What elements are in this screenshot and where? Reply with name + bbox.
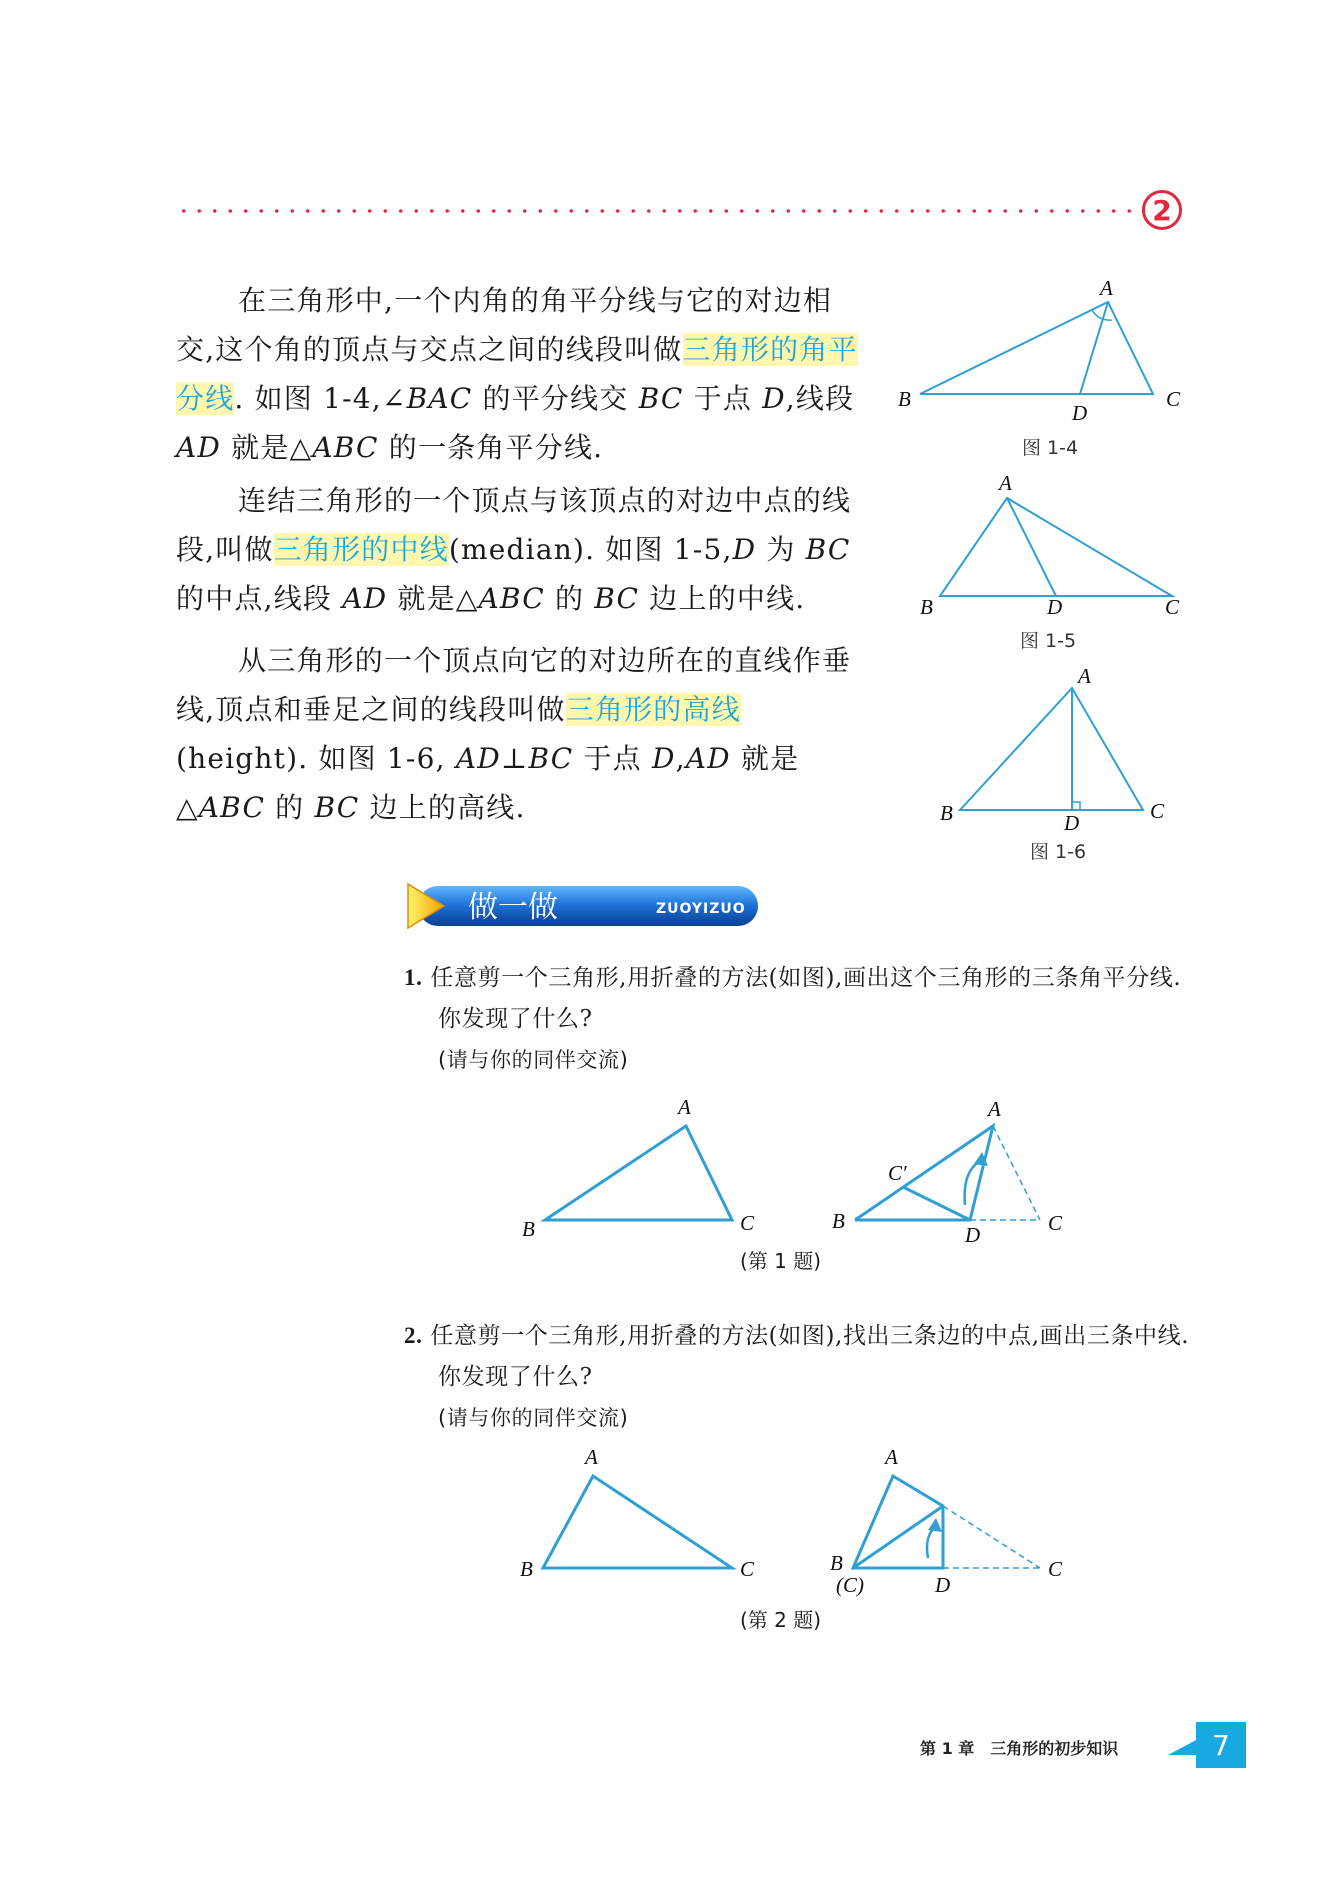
label-a: A bbox=[1100, 276, 1113, 300]
svg-text:D: D bbox=[935, 1573, 951, 1597]
term-median: 三角形的中线 bbox=[273, 533, 449, 566]
banner-subtitle: ZUOYIZUO bbox=[656, 901, 746, 917]
label-b: B bbox=[920, 595, 933, 619]
svg-text:A: A bbox=[678, 1095, 691, 1119]
label-b: B bbox=[940, 801, 953, 825]
svg-text:(C): (C) bbox=[836, 1573, 864, 1597]
section-dotted-rule bbox=[176, 209, 1136, 213]
label-c: C bbox=[1150, 799, 1165, 823]
paragraph-median: 连结三角形的一个顶点与该顶点的对边中点的线段,叫做三角形的中线(median). 如图 1-5,D 为 BC 的中点,线段 AD 就是△ABC 的 BC 边上的中线. bbox=[176, 484, 852, 615]
label-a: A bbox=[999, 476, 1012, 495]
task-2-note: (请与你的同伴交流) bbox=[438, 1406, 629, 1430]
svg-text:B: B bbox=[520, 1557, 533, 1581]
label-d: D bbox=[1064, 811, 1080, 835]
task-1 bbox=[404, 957, 1204, 1081]
svg-text:A: A bbox=[988, 1097, 1001, 1121]
page-number: 7 bbox=[1196, 1722, 1246, 1768]
svg-text:C: C bbox=[1048, 1211, 1063, 1235]
svg-text:C′: C′ bbox=[888, 1161, 907, 1185]
svg-text:C: C bbox=[1048, 1557, 1063, 1581]
svg-text:C: C bbox=[740, 1211, 755, 1235]
label-c: C bbox=[1166, 387, 1181, 411]
task-2 bbox=[404, 1315, 1204, 1439]
figure-1-5-caption: 图 1-5 bbox=[1020, 630, 1077, 652]
chapter-footer: 第 1 章 三角形的初步知识 bbox=[920, 1739, 1119, 1758]
task-2-figure bbox=[510, 1446, 1110, 1606]
svg-text:A: A bbox=[585, 1446, 598, 1469]
svg-text:B: B bbox=[832, 1209, 845, 1233]
figure-1-4-caption: 图 1-4 bbox=[1022, 437, 1079, 459]
label-d: D bbox=[1072, 401, 1088, 425]
paragraph-height: 从三角形的一个顶点向它的对边所在的直线作垂线,顶点和垂足之间的线段叫做三角形的高线(height). 如图 1-6, AD⊥BC 于点 D,AD 就是△ABC 的 BC 边上的高线. bbox=[176, 644, 852, 824]
task-1-caption: (第 1 题) bbox=[740, 1249, 822, 1273]
zuoyizuo-banner bbox=[404, 880, 764, 932]
label-d: D bbox=[1047, 595, 1063, 619]
svg-text:A: A bbox=[885, 1446, 898, 1469]
term-height: 三角形的高线 bbox=[565, 693, 741, 726]
figure-1-6 bbox=[930, 668, 1190, 868]
svg-text:B: B bbox=[830, 1551, 843, 1575]
task-2-number: 2. bbox=[404, 1323, 423, 1348]
svg-text:D: D bbox=[965, 1223, 981, 1247]
task-2-caption: (第 2 题) bbox=[740, 1608, 822, 1632]
svg-text:C: C bbox=[740, 1557, 755, 1581]
figure-1-4 bbox=[890, 272, 1210, 462]
task-1-number: 1. bbox=[404, 965, 423, 990]
figure-1-5 bbox=[910, 476, 1190, 656]
svg-text:B: B bbox=[522, 1217, 535, 1241]
task-1-note: (请与你的同伴交流) bbox=[438, 1048, 629, 1072]
paragraph-angle-bisector: 在三角形中,一个内角的角平分线与它的对边相交,这个角的顶点与交点之间的线段叫做三角形的角平分线. 如图 1-4,∠BAC 的平分线交 BC 于点 D,线段 AD 就是△ABC 的一条角平分线. bbox=[176, 284, 858, 464]
task-2-text: 任意剪一个三角形,用折叠的方法(如图),找出三条边的中点,画出三条中线. 你发现了什么? bbox=[430, 1323, 1190, 1390]
task-1-text: 任意剪一个三角形,用折叠的方法(如图),画出这个三角形的三条角平分线. 你发现了什么? bbox=[430, 965, 1182, 1032]
section-number-badge: 2 bbox=[1142, 190, 1182, 230]
label-a: A bbox=[1078, 668, 1091, 688]
term-angle-bisector: 三角形的角平分线 bbox=[176, 333, 858, 415]
banner-title: 做一做 bbox=[468, 890, 558, 925]
label-c: C bbox=[1165, 595, 1180, 619]
label-b: B bbox=[898, 387, 911, 411]
figure-1-6-caption: 图 1-6 bbox=[1030, 841, 1087, 863]
page-tab-arrow-icon bbox=[1168, 1735, 1198, 1759]
